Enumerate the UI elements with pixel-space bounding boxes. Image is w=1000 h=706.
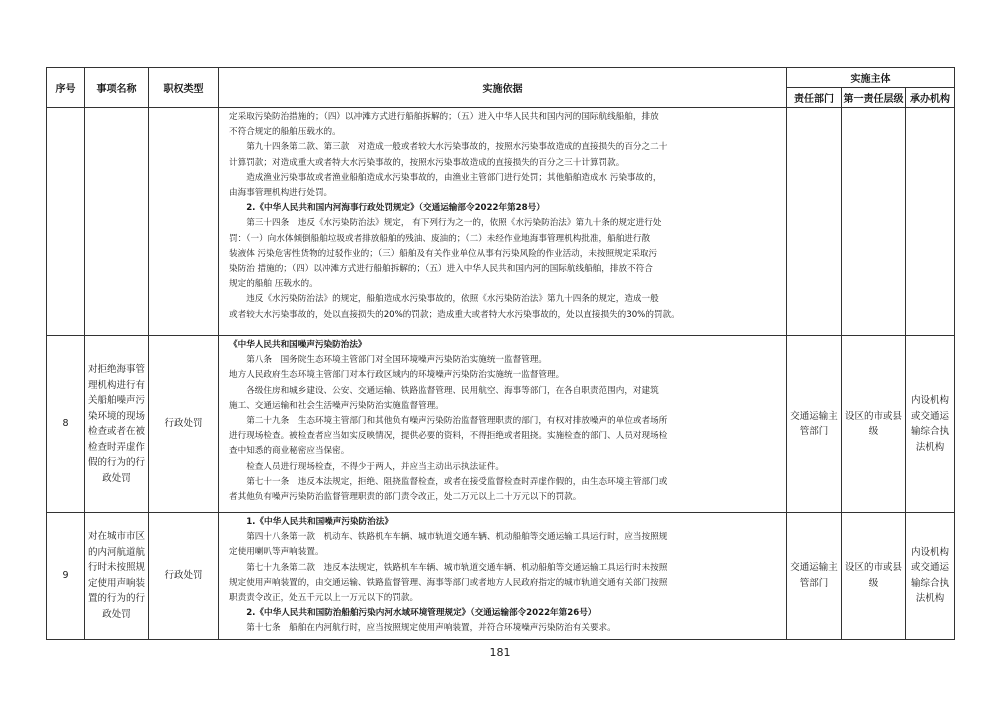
- seq-cell: 8: [47, 336, 85, 513]
- basis-line: 职责责令改正，处五千元以上一万元以下的罚款。: [229, 593, 419, 604]
- header-org: 承办机构: [906, 88, 955, 108]
- basis-cell: [219, 513, 787, 640]
- header-dept: 责任部门: [787, 88, 842, 108]
- header-basis: 实施依据: [219, 68, 787, 108]
- basis-line: 1.《中华人民共和国噪声污染防治法》: [246, 517, 393, 527]
- table-row: [47, 336, 955, 513]
- basis-line: 不符合规定的船舶压载水的。: [229, 127, 341, 138]
- basis-line: 各级住房和城乡建设、公安、交通运输、铁路监督管理、民用航空、海事等部门，在各自职责范围内，对建筑: [246, 385, 659, 396]
- header-seq: 序号: [47, 68, 85, 108]
- basis-cell: [219, 336, 787, 513]
- main-table: [46, 67, 955, 640]
- basis-line: 计算罚款；对造成重大或者特大水污染事故的，按照水污染事故造成的直接损失的百分之三十计算罚款。: [229, 157, 625, 168]
- dept-cell: [787, 108, 842, 336]
- basis-line: 2.《中华人民共和国内河海事行政处罚规定》（交通运输部令2022年第28号）: [246, 203, 545, 214]
- basis-cell: [219, 108, 787, 336]
- basis-line: 《中华人民共和国噪声污染防治法》: [229, 340, 367, 350]
- basis-line: 第七十九条第二款 违反本法规定，铁路机车车辆、城市轨道交通车辆、机动船舶等交通运输工具运行时未按照: [246, 562, 668, 573]
- basis-line: 罚：（一）向水体倾倒船舶垃圾或者排放船舶的残油、废油的；（二）未经作业地海事管理机构批准，船舶进行散: [229, 233, 651, 244]
- header-subject: 实施主体: [787, 68, 955, 88]
- seq-cell: 9: [47, 513, 85, 640]
- power-type-cell: [149, 108, 219, 336]
- level-cell: 设区的市或县级: [842, 513, 906, 640]
- basis-line: 者其他负有噪声污染防治监督管理职责的部门责令改正，处二万元以上二十万元以下的罚款。: [229, 492, 582, 503]
- basis-line: 由海事管理机构进行处罚。: [229, 188, 333, 199]
- basis-line: 进行现场检查。被检查者应当如实反映情况，提供必要的资料，不得拒绝或者阻挠。实施检查的部门、人员对现场检: [229, 431, 668, 442]
- power-type-cell: 行政处罚: [149, 513, 219, 640]
- dept-cell: 交通运输主管部门: [787, 513, 842, 640]
- basis-line: 检查人员进行现场检查，不得少于两人，并应当主动出示执法证件。: [246, 461, 505, 472]
- seq-cell: [47, 108, 85, 336]
- basis-line: 造成渔业污染事故或者渔业船舶造成水污染事故的，由渔业主管部门进行处罚；其他船舶造成水 污染事故的，: [246, 172, 662, 183]
- basis-line: 第四十八条第一款 机动车、铁路机车车辆、城市轨道交通车辆、机动船舶等交通运输工具运行时，应当按照规: [246, 532, 668, 543]
- basis-line: 定使用喇叭等声响装置。: [229, 547, 324, 558]
- basis-line: 第八条 国务院生态环境主管部门对全国环境噪声污染防治实施统一监督管理。: [246, 355, 547, 366]
- org-cell: 内设机构或交通运输综合执法机构: [906, 336, 955, 513]
- item-name-cell: [85, 108, 149, 336]
- basis-line: 第三十四条 违反《水污染防治法》规定， 有下列行为之一的，依照《水污染防治法》第九十条的规定进行处: [246, 218, 662, 229]
- table-body: [47, 108, 955, 640]
- dept-cell: 交通运输主管部门: [787, 336, 842, 513]
- basis-line: 或者较大水污染事故的，处以直接损失的20%的罚款；造成重大或者特大水污染事故的，处以直接损失的30%的罚款。: [229, 309, 680, 320]
- basis-line: 地方人民政府生态环境主管部门对本行政区域内的环境噪声污染防治实施统一监督管理。: [229, 370, 565, 381]
- basis-line: 施工、交通运输和社会生活噪声污染防治实施监督管理。: [229, 400, 444, 411]
- basis-line: 违反《水污染防治法》的规定，船舶造成水污染事故的，依照《水污染防治法》第九十四条的规定，造成一般: [246, 294, 659, 305]
- basis-line: 染防治 措施的；（四）以冲滩方式进行船舶拆解的；（五）进入中华人民共和国内河的国际航线船舶，排放不符合: [229, 264, 653, 275]
- basis-line: 第十七条 船舶在内河航行时，应当按照规定使用声响装置，并符合环境噪声污染防治有关要求。: [246, 623, 616, 634]
- org-cell: 内设机构或交通运输综合执法机构: [906, 513, 955, 640]
- basis-line: 规定的船舶 压载水的。: [229, 279, 318, 290]
- basis-line: 第九十四条第二款、第三款 对造成一般或者较大水污染事故的，按照水污染事故造成的直接损失的百分之二十: [246, 142, 668, 153]
- page-number: 181: [489, 646, 511, 659]
- table-row: [47, 108, 955, 336]
- basis-line: 装液体 污染危害性货物的过驳作业的；（三）船舶及有关作业单位从事有污染风险的作业活动，未按照规定采取污: [229, 248, 658, 259]
- header-power-type: 职权类型: [149, 68, 219, 108]
- header-level: 第一责任层级: [842, 88, 906, 108]
- org-cell: [906, 108, 955, 336]
- basis-line: 2.《中华人民共和国防治船舶污染内河水域环境管理规定》（交通运输部令2022年第26号）: [246, 608, 597, 619]
- level-cell: [842, 108, 906, 336]
- item-name-cell: 对在城市市区的内河航道航行时未按照规定使用声响装置的行为的行政处罚: [85, 513, 149, 640]
- table-row: [47, 513, 955, 640]
- basis-line: 规定使用声响装置的，由交通运输、铁路监督管理、海事等部门或者地方人民政府指定的城市轨道交通有关部门按照: [229, 577, 668, 588]
- basis-line: 第二十九条 生态环境主管部门和其他负有噪声污染防治监督管理职责的部门，有权对排放噪声的单位或者场所: [246, 416, 668, 427]
- item-name-cell: 对拒绝海事管理机构进行有关船舶噪声污染环境的现场检查或者在被检查时弄虚作假的行为的行政处罚: [85, 336, 149, 513]
- header-item-name: 事项名称: [85, 68, 149, 108]
- basis-line: 查中知悉的商业秘密应当保密。: [229, 446, 350, 457]
- basis-line: 第七十一条 违反本法规定，拒绝、阻挠监督检查，或者在接受监督检查时弄虚作假的，由生态环境主管部门或: [246, 476, 668, 487]
- power-type-cell: 行政处罚: [149, 336, 219, 513]
- basis-line: 定采取污染防治措施的；（四）以冲滩方式进行船舶拆解的；（五）进入中华人民共和国内河的国际航线船舶，排放: [229, 112, 659, 122]
- level-cell: 设区的市或县级: [842, 336, 906, 513]
